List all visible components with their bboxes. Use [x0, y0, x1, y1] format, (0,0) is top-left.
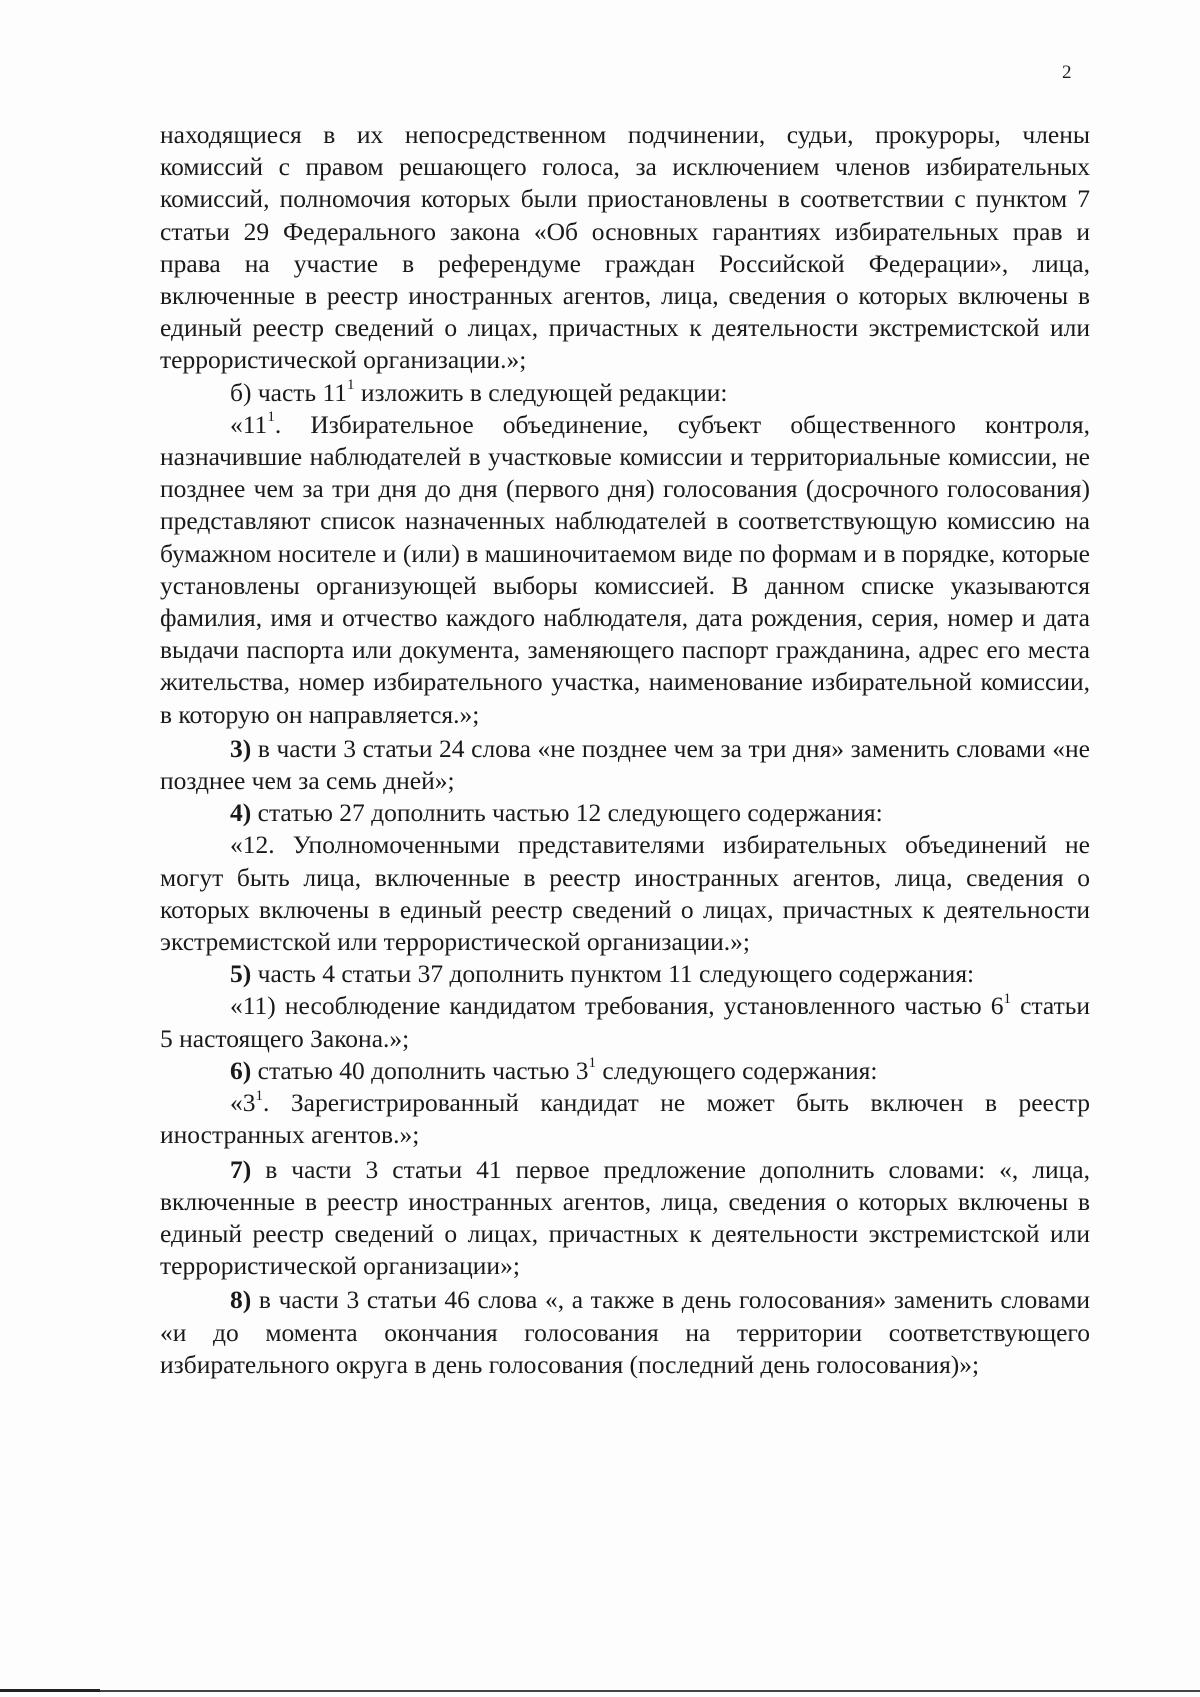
- item-7-text: в части 3 статьи 41 первое предложение дополнить словами: «, лица, включенные в реестр иностранных агентов, лица, сведения о которых включены в единый реестр сведений о лицах, причастных к деятельности экстремистской или террористической организации»;: [160, 1154, 1090, 1281]
- paragraph-quote-11-1: [160, 409, 1090, 731]
- item-6: [160, 1055, 1090, 1087]
- item-6-quote-start: «3: [230, 1088, 256, 1118]
- paragraph-b-text-end: изложить в следующей редакции:: [354, 377, 728, 407]
- quote-11-1-body: . Избирательное объединение, субъект общественного контроля, назначившие наблюдателей в участковые комиссии и территориальные комиссии, не позднее чем за три дня до дня (первого дня) голосования (досрочного голосования) представляют список назначенных наблюдателей в соответствующую комиссию на бумажном носителе и (или) в машиночитаемом виде по формам и в порядке, которые установлены организующей выборы комиссией. В данном списке указываются фамилия, имя и отчество каждого наблюдателя, дата рождения, серия, номер и дата выдачи паспорта или документа, заменяющего паспорт гражданина, адрес его места жительства, номер избирательного участка, наименование избирательной комиссии, в которую он направляется.»;: [160, 409, 1090, 729]
- paragraph-continuation: находящиеся в их непосредственном подчинении, судьи, прокуроры, члены комиссий с правом решающего голоса, за исключением членов избирательных комиссий, полномочия которых были приостановлены в соответствии с пунктом 7 статьи 29 Федерального закона «Об основных гарантиях избирательных прав и права на участие в референдуме граждан Российской Федерации», лица, включенные в реестр иностранных агентов, лица, сведения о которых включены в единый реестр сведений о лицах, причастных к деятельности экстремистской или террористической организации.»;: [160, 120, 1090, 375]
- item-4-text: статью 27 дополнить частью 12 следующего содержания:: [251, 798, 883, 828]
- item-8-text: в части 3 статьи 46 слова «, а также в день голосования» заменить словами «и до момента окончания голосования на территории соответствующего избирательного округа в день голосования (последний день голосования)»;: [160, 1285, 1090, 1379]
- item-3: [160, 733, 1090, 797]
- item-8: [160, 1284, 1090, 1381]
- item-6-quote: [160, 1087, 1090, 1151]
- superscript: 1: [255, 1087, 263, 1104]
- item-7-number: 7): [230, 1154, 252, 1184]
- superscript: 1: [588, 1055, 596, 1072]
- item-7: [160, 1154, 1090, 1283]
- scan-edge-mark: [0, 1689, 100, 1692]
- item-3-text: в части 3 статьи 24 слова «не позднее чем за три дня» заменить словами «не позднее чем за семь дней»;: [160, 733, 1090, 796]
- item-5-quote: [160, 990, 1090, 1054]
- paragraph-b-text-start: б) часть 11: [230, 377, 348, 407]
- item-5-quote-start: «11) несоблюдение кандидатом требования, установленного частью 6: [230, 991, 1004, 1021]
- superscript: 1: [347, 377, 355, 394]
- superscript: 1: [267, 409, 275, 426]
- item-5: [160, 958, 1090, 990]
- page-number: 2: [1062, 62, 1072, 83]
- item-6-number: 6): [230, 1055, 252, 1085]
- item-6-quote-end: . Зарегистрированный кандидат не может быть включен в реестр иностранных агентов.»;: [160, 1088, 1090, 1150]
- item-5-quote-end: статьи 5 настоящего Закона.»;: [160, 991, 1091, 1053]
- document-body: [160, 119, 1090, 1381]
- item-3-number: 3): [230, 733, 252, 763]
- item-4-number: 4): [230, 798, 252, 828]
- scan-edge-line: [0, 1690, 1200, 1692]
- superscript: 1: [1003, 990, 1012, 1007]
- item-4-quote: «12. Уполномоченными представителями избирательных объединений не могут быть лица, включенные в реестр иностранных агентов, лица, сведения о которых включены в единый реестр сведений о лицах, причастных к деятельности экстремистской или террористической организации.»;: [160, 830, 1090, 957]
- paragraph-b: [160, 377, 1090, 409]
- item-6-text-start: статью 40 дополнить частью 3: [251, 1055, 589, 1085]
- quote-11-1-start: «11: [230, 409, 268, 439]
- item-5-text: часть 4 статьи 37 дополнить пунктом 11 следующего содержания:: [251, 959, 975, 989]
- item-4: [160, 797, 1090, 829]
- item-8-number: 8): [230, 1285, 252, 1315]
- item-6-text-end: следующего содержания:: [596, 1055, 878, 1085]
- item-5-number: 5): [230, 959, 252, 989]
